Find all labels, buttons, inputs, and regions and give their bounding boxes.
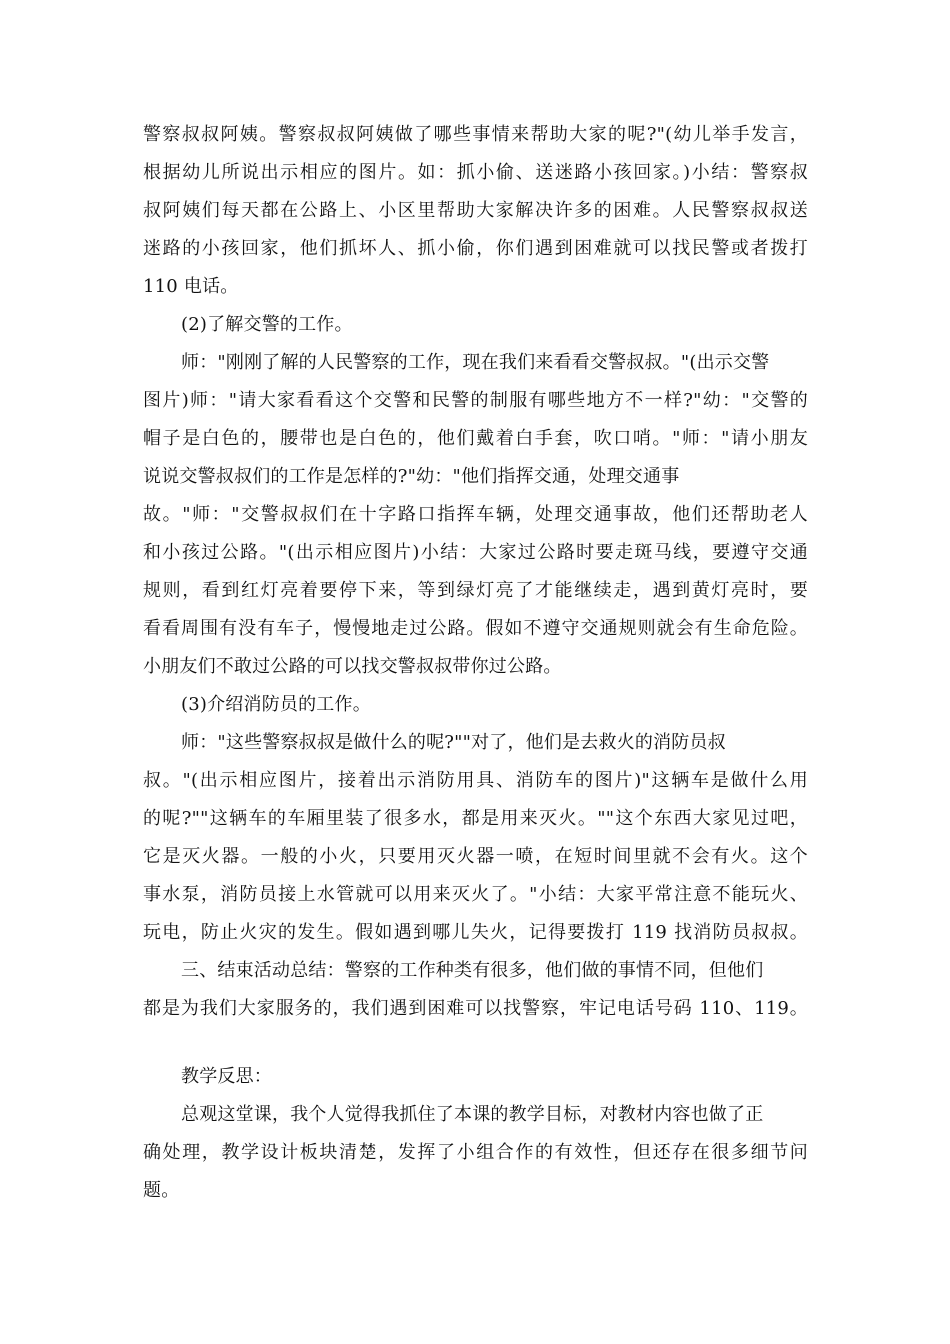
text-line: 的呢?""这辆车的车厢里装了很多水，都是用来灭火。""这个东西大家见过吧， [143,808,808,829]
text-line: 总观这堂课，我个人觉得我抓住了本课的教学目标，对教材内容也做了正 [181,1104,764,1125]
text-line: 玩电，防止火灾的发生。假如遇到哪儿失火，记得要拨打 119 找消防员叔叔。 [143,922,808,943]
text-line: 规则，看到红灯亮着要停下来，等到绿灯亮了才能继续走，遇到黄灯亮时，要 [143,580,808,601]
text-line: 题。 [143,1180,180,1201]
text-line: (3)介绍消防员的工作。 [181,694,371,715]
text-line: 故。"师："交警叔叔们在十字路口指挥车辆，处理交通事故，他们还帮助老人 [143,504,808,525]
text-line: 看看周围有没有车子，慢慢地走过公路。假如不遵守交通规则就会有生命危险。 [143,618,808,639]
section-heading: 教学反思： [181,1066,272,1087]
text-line: 它是灭火器。一般的小火，只要用灭火器一喷，在短时间里就不会有火。这个 [143,846,808,867]
text-line: 110 电话。 [143,276,239,297]
text-line: 根据幼儿所说出示相应的图片。如：抓小偷、送迷路小孩回家。)小结：警察叔 [143,162,808,183]
text-line: 叔。"(出示相应图片，接着出示消防用具、消防车的图片)"这辆车是做什么用 [143,770,808,791]
text-line: 师："这些警察叔叔是做什么的呢?""对了，他们是去救火的消防员叔 [181,732,726,753]
text-line: 警察叔叔阿姨。警察叔叔阿姨做了哪些事情来帮助大家的呢?"(幼儿举手发言， [143,124,808,145]
text-line: 都是为我们大家服务的，我们遇到困难可以找警察，牢记电话号码 110、119。 [143,998,808,1019]
text-line: 事水泵，消防员接上水管就可以用来灭火了。"小结：大家平常注意不能玩火、 [143,884,808,905]
text-line: 确处理，教学设计板块清楚，发挥了小组合作的有效性，但还存在很多细节问 [143,1142,808,1163]
text-line: 帽子是白色的，腰带也是白色的，他们戴着白手套，吹口哨。"师："请小朋友 [143,428,808,449]
text-line: (2)了解交警的工作。 [181,314,353,335]
text-line: 三、结束活动总结：警察的工作种类有很多，他们做的事情不同，但他们 [181,960,764,981]
text-line: 和小孩过公路。"(出示相应图片)小结：大家过公路时要走斑马线，要遵守交通 [143,542,808,563]
text-line: 师："刚刚了解的人民警察的工作，现在我们来看看交警叔叔。"(出示交警 [181,352,770,373]
text-line: 迷路的小孩回家，他们抓坏人、抓小偷，你们遇到困难就可以找民警或者拨打 [143,238,808,259]
text-line: 说说交警叔叔们的工作是怎样的?"幼："他们指挥交通，处理交通事 [143,466,680,487]
text-line: 小朋友们不敢过公路的可以找交警叔叔带你过公路。 [143,656,562,677]
text-line: 叔阿姨们每天都在公路上、小区里帮助大家解决许多的困难。人民警察叔叔送 [143,200,808,221]
text-line: 图片)师："请大家看看这个交警和民警的制服有哪些地方不一样?"幼："交警的 [143,390,808,411]
